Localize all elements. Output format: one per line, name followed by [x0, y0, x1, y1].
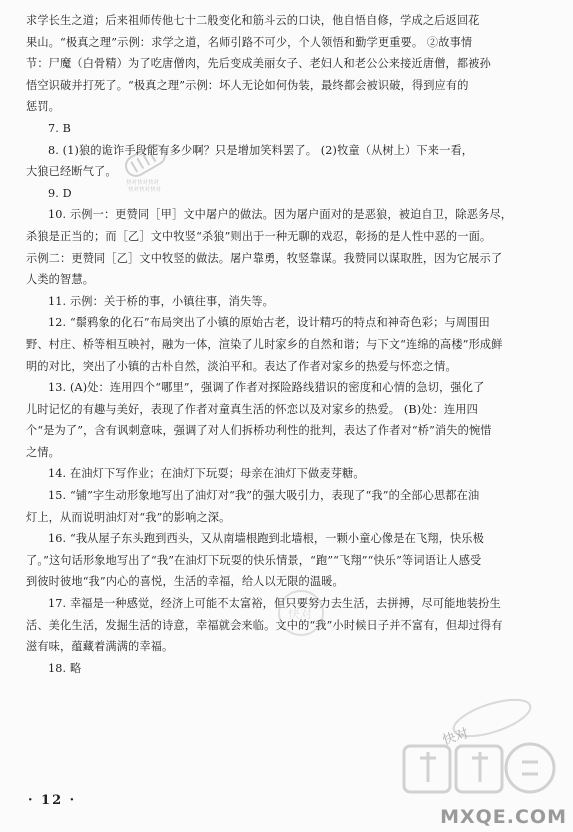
text-line: 大狼已经断气了。: [26, 165, 117, 179]
text-line: 滋有味，蕴藏着满满的幸福。: [26, 640, 174, 654]
page-number: · 12 ·: [28, 793, 77, 808]
text-line: 了。”这句话形象地写出了“我”在油灯下玩耍的快乐情景，“跑”“飞翔”“快乐”等词语让人感受: [26, 553, 482, 567]
watermark-mid-text: 快对: [288, 607, 313, 621]
text-line: 悟空识破并打死了。“极真之理”示例：坏人无论如何伪装，最终都会被识破，得到应有的: [26, 78, 469, 92]
text-line: 8. (1)狼的诡诈手段能有多少啊？只是增加笑料罢了。 (2)牧童（从树上）下来一看，: [48, 143, 474, 157]
text-line: 14. 在油灯下写作业；在油灯下玩耍；母亲在油灯下做麦芽糖。: [48, 467, 365, 481]
text-line: 9. D: [48, 186, 72, 200]
brand-watermark-text: MXQE.COM: [440, 806, 567, 828]
text-line: 15. “铺”字生动形象地写出了油灯对“我”的强大吸引力，表现了“我”的全部心思都在油: [48, 489, 480, 503]
text-line: 示例二：更赞同［乙］文中牧竖的做法。屠户靠勇，牧竖靠谋。我赞同以谋取胜，因为它展示了: [26, 251, 503, 265]
text-line: 13. (A)处：连用四个“哪里”，强调了作者对探险路线猎识的密度和心情的急切，强化了: [48, 381, 485, 395]
text-line: 人类的智慧。: [26, 273, 95, 287]
text-line: 儿时记忆的有趣与美好，表现了作者对童真生活的怀恋以及对家乡的热爱。 (B)处：连用四: [26, 402, 478, 416]
text-line: 惩罚。: [26, 100, 61, 114]
answer-text-body: [26, 10, 550, 679]
text-line: 节：尸魔（白骨精）为了吃唐僧肉，先后变成美丽女子、老妇人和老公公来接近唐僧，都被孙: [26, 57, 491, 71]
text-line: 12. “鬃鸦象的化石”布局突出了小镇的原始古老，设计精巧的特点和神奇色彩；与周围田: [48, 316, 490, 330]
text-line: 野、村庄、桥等相互映衬，融为一体，渲染了儿时家乡的自然和谐；与下文“连绵的高楼”形成鲜: [26, 337, 503, 351]
text-line: 灯上，从而说明油灯对“我”的影响之深。: [26, 510, 231, 524]
text-line: 杀狼是正当的；而［乙］文中牧竖“杀狼”则出于一种无聊的戏忍，彰扬的是人性中恶的一面。: [26, 229, 492, 243]
text-line: 之情。: [26, 445, 61, 459]
text-line: 果山。“极真之理”示例：求学之道，名师引路不可少，个人领悟和勤学更重要。 ②故事情: [26, 35, 473, 49]
text-line: 16. “我从屋子东头跑到西头，又从南墙根跑到北墙根，一颗小童心像是在飞翔，快乐极: [48, 532, 484, 546]
brand-stamp-label: 快对: [440, 726, 471, 749]
text-line: 个“是为了”，含有讽刺意味，强调了对人们拆桥功利性的批判，表达了作者对“桥”消失的惋惜: [26, 424, 492, 438]
text-line: 10. 示例一：更赞同［甲］文中屠户的做法。因为屠户面对的是恶狼，被迫自卫，除恶务尽，: [48, 208, 513, 222]
watermark-small-text: 快对快对快对: [126, 180, 160, 186]
text-line: 求学长生之道；后来祖师传他七十二般变化和筋斗云的口诀，他自悟自修，学成之后返回花: [26, 14, 480, 27]
text-line: 11. 示例：关于桥的事，小镇往事，消失等。: [48, 294, 275, 308]
text-line: 活、美化生活，发掘生活的诗意，幸福就会来临。文中的“我”小时候日子并不富有，但却过得有: [26, 618, 503, 632]
text-line: 到彼时彼地“我”内心的喜悦，生活的幸福，给人以无限的温暖。: [26, 575, 344, 589]
text-line: 17. 幸福是一种感觉，经济上可能不太富裕，但只要努力去生活，去拼搏，尽可能地装扮生: [48, 597, 501, 611]
text-line: 7. B: [48, 121, 72, 135]
text-line: 18. 略: [48, 661, 82, 675]
watermark-small-text-2: 快对快对快对: [128, 187, 162, 193]
text-line: 明的对比，突出了小镇的古朴自然，淡泊平和。表达了作者对家乡的热爱与怀恋之情。: [26, 359, 457, 373]
